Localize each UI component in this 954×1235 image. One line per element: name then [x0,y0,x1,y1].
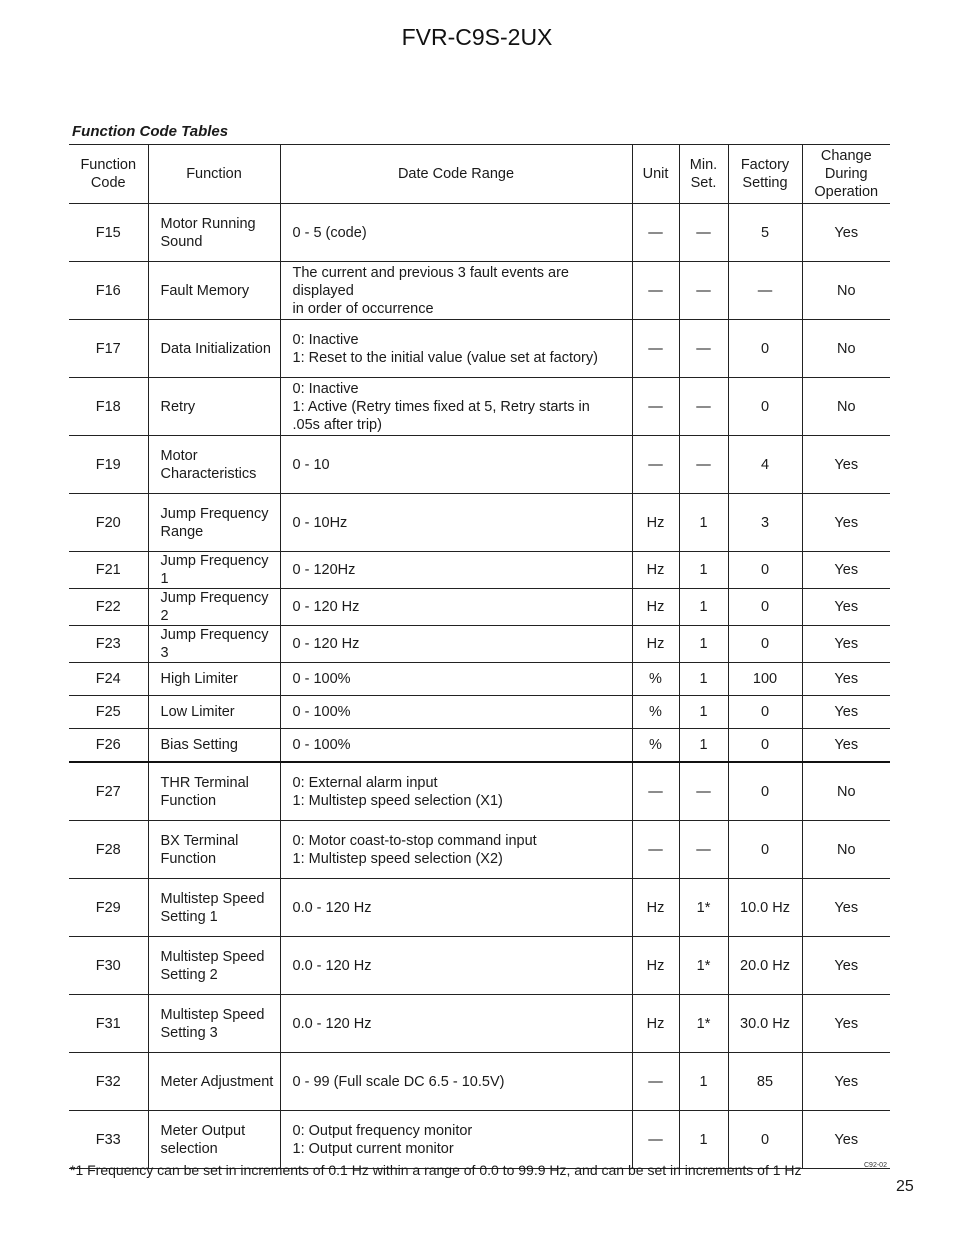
table-row [69,821,890,879]
cell-factory-setting: 85 [728,1053,802,1111]
cell-factory-setting: 0 [728,320,802,378]
cell-change-during-operation: Yes [802,879,890,937]
cell-min-set: 1* [679,879,728,937]
cell-function-code: F32 [69,1053,148,1111]
cell-function-code: F19 [69,436,148,494]
cell-change-during-operation: Yes [802,552,890,589]
cell-function-code: F20 [69,494,148,552]
cell-change-during-operation: No [802,262,890,320]
cell-factory-setting: 0 [728,762,802,821]
cell-change-during-operation: Yes [802,1111,890,1169]
cell-data-code-range: 0.0 - 120 Hz [280,937,632,995]
page-number: 25 [896,1178,914,1195]
table-row [69,762,890,821]
table-row [69,494,890,552]
cell-data-code-range: 0 - 10Hz [280,494,632,552]
header-unit: Unit [632,145,679,204]
cell-function-code: F24 [69,663,148,696]
cell-function: Meter Adjustment [148,1053,280,1111]
cell-function: Multistep Speed Setting 3 [148,995,280,1053]
cell-factory-setting: 0 [728,729,802,763]
cell-unit: — [632,320,679,378]
function-code-table [69,144,890,1169]
cell-function: Data Initialization [148,320,280,378]
cell-min-set: 1 [679,494,728,552]
cell-min-set: — [679,762,728,821]
table-body [69,204,890,1169]
cell-function: Jump Frequency 2 [148,589,280,626]
cell-function: High Limiter [148,663,280,696]
cell-data-code-range: 0 - 120 Hz [280,589,632,626]
cell-change-during-operation: No [802,762,890,821]
cell-function: BX Terminal Function [148,821,280,879]
cell-min-set: 1 [679,626,728,663]
cell-change-during-operation: No [802,378,890,436]
cell-function: Bias Setting [148,729,280,763]
cell-function: Low Limiter [148,696,280,729]
cell-function-code: F25 [69,696,148,729]
cell-min-set: 1 [679,663,728,696]
cell-factory-setting: 0 [728,1111,802,1169]
cell-function: Motor Characteristics [148,436,280,494]
cell-factory-setting: 4 [728,436,802,494]
cell-change-during-operation: Yes [802,696,890,729]
cell-function: Multistep Speed Setting 2 [148,937,280,995]
cell-data-code-range: 0 - 100% [280,696,632,729]
table-row [69,378,890,436]
cell-function-code: F16 [69,262,148,320]
cell-unit: — [632,1111,679,1169]
cell-function-code: F15 [69,204,148,262]
cell-data-code-range: The current and previous 3 fault events are displayed in order of occurrence [280,262,632,320]
page-title: FVR-C9S-2UX [401,24,553,50]
cell-data-code-range: 0: Motor coast-to-stop command input 1: Multistep speed selection (X2) [280,821,632,879]
cell-factory-setting: 0 [728,552,802,589]
header-factory-setting: Factory Setting [728,145,802,204]
cell-change-during-operation: Yes [802,204,890,262]
cell-unit: — [632,762,679,821]
cell-factory-setting: 0 [728,626,802,663]
cell-min-set: 1 [679,552,728,589]
cell-change-during-operation: Yes [802,663,890,696]
table-row [69,436,890,494]
cell-min-set: — [679,204,728,262]
table-row [69,204,890,262]
cell-data-code-range: 0.0 - 120 Hz [280,879,632,937]
table-row [69,626,890,663]
cell-function: Jump Frequency 3 [148,626,280,663]
cell-function-code: F33 [69,1111,148,1169]
cell-function-code: F23 [69,626,148,663]
cell-min-set: 1 [679,1053,728,1111]
cell-factory-setting: — [728,262,802,320]
cell-min-set: — [679,821,728,879]
cell-function-code: F26 [69,729,148,763]
cell-change-during-operation: Yes [802,494,890,552]
cell-unit: — [632,1053,679,1111]
table-row [69,552,890,589]
cell-data-code-range: 0 - 10 [280,436,632,494]
header-change-during-operation: Change During Operation [802,145,890,204]
cell-function: Motor Running Sound [148,204,280,262]
cell-min-set: 1 [679,1111,728,1169]
cell-change-during-operation: Yes [802,937,890,995]
cell-data-code-range: 0: Output frequency monitor 1: Output current monitor [280,1111,632,1169]
cell-factory-setting: 0 [728,378,802,436]
cell-min-set: — [679,436,728,494]
cell-min-set: — [679,378,728,436]
header-min-set: Min. Set. [679,145,728,204]
cell-function: Meter Output selection [148,1111,280,1169]
cell-unit: — [632,204,679,262]
cell-data-code-range: 0 - 120Hz [280,552,632,589]
cell-factory-setting: 3 [728,494,802,552]
table-row [69,262,890,320]
cell-unit: — [632,262,679,320]
cell-min-set: 1 [679,729,728,763]
cell-change-during-operation: Yes [802,436,890,494]
cell-data-code-range: 0 - 100% [280,663,632,696]
document-code: C92-02 [864,1162,887,1169]
cell-change-during-operation: No [802,821,890,879]
cell-function: Fault Memory [148,262,280,320]
cell-data-code-range: 0 - 99 (Full scale DC 6.5 - 10.5V) [280,1053,632,1111]
cell-factory-setting: 5 [728,204,802,262]
cell-factory-setting: 0 [728,589,802,626]
cell-function: THR Terminal Function [148,762,280,821]
cell-unit: Hz [632,494,679,552]
cell-factory-setting: 100 [728,663,802,696]
cell-unit: Hz [632,589,679,626]
cell-change-during-operation: Yes [802,729,890,763]
cell-unit: Hz [632,879,679,937]
cell-function: Jump Frequency 1 [148,552,280,589]
header-function-code: Function Code [69,145,148,204]
cell-data-code-range: 0: External alarm input 1: Multistep speed selection (X1) [280,762,632,821]
cell-unit: — [632,378,679,436]
cell-function-code: F31 [69,995,148,1053]
table-row [69,937,890,995]
cell-min-set: 1 [679,589,728,626]
cell-change-during-operation: Yes [802,1053,890,1111]
table-row [69,589,890,626]
cell-unit: % [632,696,679,729]
cell-unit: Hz [632,552,679,589]
table-row [69,1111,890,1169]
cell-data-code-range: 0: Inactive 1: Reset to the initial value (value set at factory) [280,320,632,378]
table-row [69,729,890,763]
cell-function-code: F18 [69,378,148,436]
header-data-code-range: Date Code Range [280,145,632,204]
cell-unit: — [632,821,679,879]
cell-data-code-range: 0 - 100% [280,729,632,763]
cell-unit: — [632,436,679,494]
cell-unit: % [632,663,679,696]
table-row [69,879,890,937]
cell-change-during-operation: No [802,320,890,378]
cell-function: Jump Frequency Range [148,494,280,552]
cell-function-code: F27 [69,762,148,821]
table-row [69,320,890,378]
cell-data-code-range: 0: Inactive 1: Active (Retry times fixed at 5, Retry starts in .05s after trip) [280,378,632,436]
cell-unit: Hz [632,937,679,995]
cell-unit: % [632,729,679,763]
cell-factory-setting: 20.0 Hz [728,937,802,995]
cell-min-set: — [679,262,728,320]
cell-factory-setting: 30.0 Hz [728,995,802,1053]
cell-function-code: F17 [69,320,148,378]
cell-data-code-range: 0.0 - 120 Hz [280,995,632,1053]
table-row [69,696,890,729]
cell-change-during-operation: Yes [802,626,890,663]
table-row [69,1053,890,1111]
cell-function-code: F21 [69,552,148,589]
table-row [69,995,890,1053]
cell-factory-setting: 10.0 Hz [728,879,802,937]
cell-data-code-range: 0 - 120 Hz [280,626,632,663]
cell-factory-setting: 0 [728,821,802,879]
cell-data-code-range: 0 - 5 (code) [280,204,632,262]
cell-min-set: 1* [679,937,728,995]
cell-function-code: F29 [69,879,148,937]
cell-factory-setting: 0 [728,696,802,729]
footnote: *1 Frequency can be set in increments of 0.1 Hz within a range of 0.0 to 99.9 Hz, and can be set in increments of 1 Hz [70,1162,802,1178]
cell-min-set: — [679,320,728,378]
cell-function: Multistep Speed Setting 1 [148,879,280,937]
header-function: Function [148,145,280,204]
cell-change-during-operation: Yes [802,589,890,626]
cell-unit: Hz [632,626,679,663]
table-header-row [69,145,890,204]
cell-unit: Hz [632,995,679,1053]
section-title: Function Code Tables [72,123,229,140]
cell-function-code: F28 [69,821,148,879]
cell-min-set: 1* [679,995,728,1053]
cell-function-code: F30 [69,937,148,995]
cell-function: Retry [148,378,280,436]
cell-function-code: F22 [69,589,148,626]
table-row [69,663,890,696]
cell-min-set: 1 [679,696,728,729]
cell-change-during-operation: Yes [802,995,890,1053]
